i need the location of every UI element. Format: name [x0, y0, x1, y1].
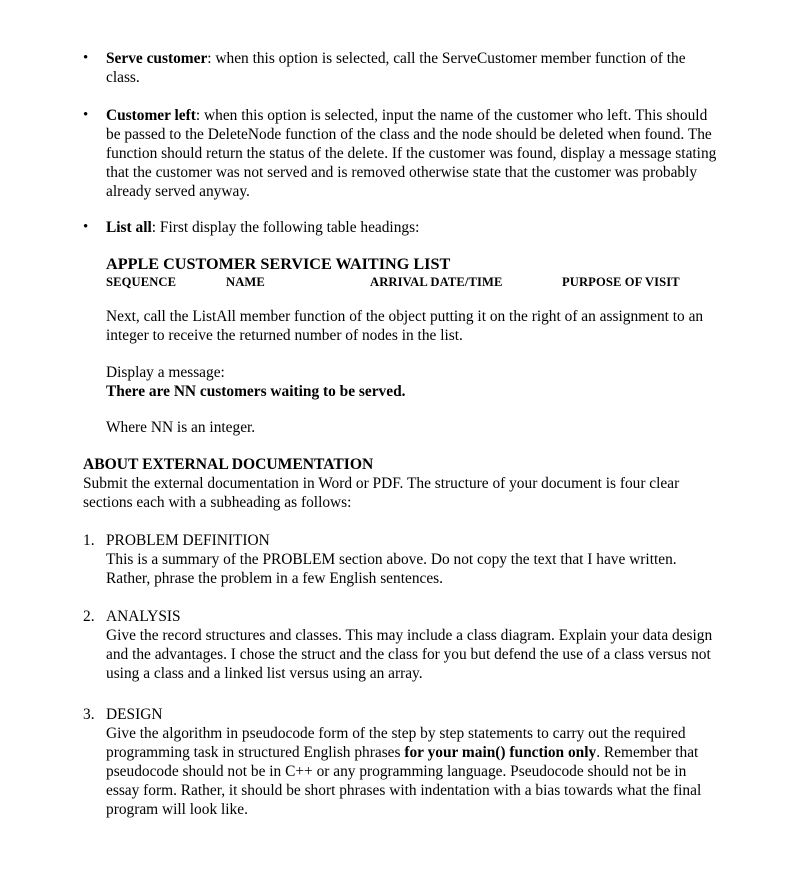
bullet-dot: •	[83, 107, 89, 123]
bullet-serve-customer	[83, 49, 718, 87]
bullet-list-all	[83, 218, 718, 237]
section-title: DESIGN	[106, 706, 163, 723]
section-text: Give the record structures and classes. This may include a class diagram. Explain your data design and the advantages. I chose the struct and the class for you but defend the use of a class versus not using a class and a linked list versus using an array.	[106, 627, 713, 682]
waiting-message: There are NN customers waiting to be served.	[106, 383, 406, 400]
bullet-term: Customer left	[106, 107, 196, 124]
table-title: APPLE CUSTOMER SERVICE WAITING LIST	[106, 255, 451, 273]
bullet-text: : when this option is selected, input the name of the customer who left. This should be passed to the DeleteNode function of the class and the node should be deleted when found. The function should return the status of the delete. If the customer was found, display a message stating that the customer was not served and is removed otherwise state that the customer was probably already served anyway.	[106, 107, 717, 200]
bullet-dot: •	[83, 219, 89, 235]
display-message-label: Display a message:	[106, 364, 225, 381]
table-header-sequence: SEQUENCE	[106, 275, 177, 289]
section-text-emphasis: for your main() function only	[404, 744, 597, 761]
section-text: This is a summary of the PROBLEM section above. Do not copy the text that I have written. Rather, phrase the problem in a few English sentences.	[106, 551, 677, 587]
section-title: ANALYSIS	[106, 608, 181, 625]
list-all-next-paragraph: Next, call the ListAll member function of the object putting it on the right of an assignment to an integer to receive the returned number of nodes in the list.	[106, 308, 704, 344]
section-number: 3.	[83, 706, 95, 723]
bullet-customer-left	[83, 106, 718, 201]
bullet-dot: •	[83, 50, 89, 66]
section-number: 1.	[83, 532, 95, 549]
external-doc-heading: ABOUT EXTERNAL DOCUMENTATION	[83, 456, 374, 473]
where-nn-note: Where NN is an integer.	[106, 419, 256, 436]
section-title: PROBLEM DEFINITION	[106, 532, 270, 549]
table-header-arrival: ARRIVAL DATE/TIME	[370, 275, 503, 289]
bullet-text: : when this option is selected, call the ServeCustomer member function of the class.	[106, 50, 686, 86]
external-doc-intro: Submit the external documentation in Word or PDF. The structure of your document is four clear sections each with a subheading as follows:	[83, 475, 680, 511]
section-text-after: . Remember that pseudocode should not be in C++ or any programming language. Pseudocode should not be in essay form. Rather, it should be short phrases with indentation with a bias towards what the final program will look like.	[106, 744, 702, 818]
table-header-purpose: PURPOSE OF VISIT	[562, 275, 680, 289]
section-text	[106, 724, 718, 819]
table-header-name: NAME	[226, 275, 265, 289]
bullet-text: : First display the following table headings:	[151, 219, 420, 236]
section-number: 2.	[83, 608, 95, 625]
section-text-before: Give the algorithm in pseudocode form of the step by step statements to carry out the required programming task in structured English phrases	[106, 725, 686, 761]
bullet-term: Serve customer	[106, 50, 208, 67]
bullet-term: List all	[106, 219, 152, 236]
